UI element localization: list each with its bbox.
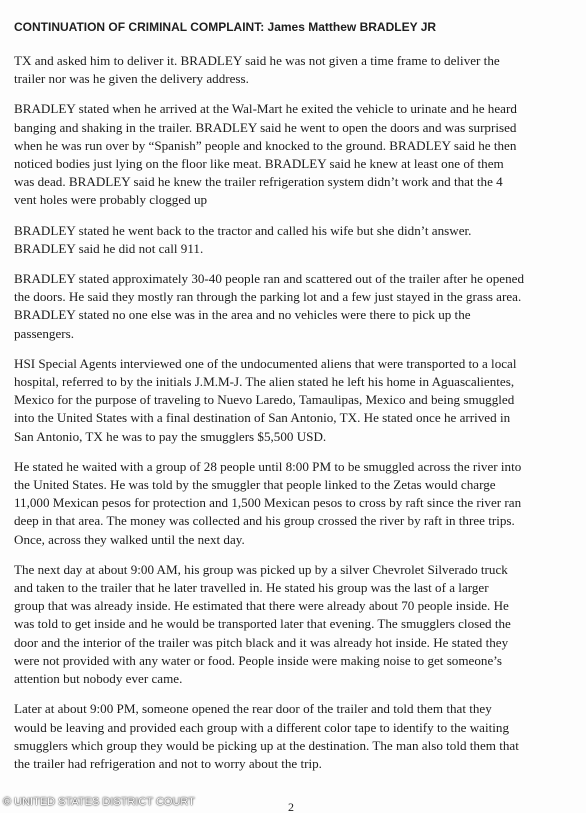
text-line: trailer nor was he given the delivery address.: [14, 71, 249, 87]
text-line: vent holes were probably clogged up: [14, 192, 208, 208]
text-line: was told to get inside and he would be transported later that evening. The smugglers closed the: [14, 616, 511, 632]
text-line: group that was already inside. He estimated that there were already about 70 people inside. He: [14, 598, 509, 614]
text-line: smugglers which group they would be picking up at the destination. The man also told them that: [14, 737, 519, 753]
paragraph: [14, 52, 578, 88]
text-line: BRADLEY stated when he arrived at the Wal-Mart he exited the vehicle to urinate and he heard: [14, 101, 517, 117]
text-line: deep in that area. The money was collected and his group crossed the river by raft in three trips.: [14, 513, 515, 529]
paragraph: [14, 222, 578, 258]
text-line: BRADLEY said he did not call 911.: [14, 240, 204, 256]
text-line: and taken to the trailer that he later travelled in. He stated his group was the last of a larger: [14, 580, 489, 596]
text-line: San Antonio, TX he was to pay the smugglers $5,500 USD.: [14, 428, 327, 444]
text-line: He stated he waited with a group of 28 people until 8:00 PM to be smuggled across the river into: [14, 458, 522, 474]
text-line: Mexico for the purpose of traveling to Nuevo Laredo, Tamaulipas, Mexico and being smuggled: [14, 392, 515, 408]
text-line: The next day at about 9:00 AM, his group was picked up by a silver Chevrolet Silverado truck: [14, 561, 508, 577]
paragraph: [14, 700, 578, 773]
paragraph: [14, 458, 578, 549]
text-line: attention but nobody ever came.: [14, 671, 183, 687]
paragraph: [14, 270, 578, 343]
text-line: were not provided with any water or food. People inside were making noise to get someone’s: [14, 652, 502, 668]
paragraph: [14, 355, 578, 446]
page-number: 2: [288, 800, 294, 814]
text-line: door and the interior of the trailer was pitch black and it was already hot inside. He stated they: [14, 634, 509, 650]
text-line: BRADLEY stated no one else was in the area and no vehicles were there to pick up the: [14, 307, 471, 323]
paragraph: [14, 100, 578, 209]
text-line: was dead. BRADLEY said he knew the trailer refrigeration system didn’t work and that the 4: [14, 174, 503, 190]
copyright-watermark: © UNITED STATES DISTRICT COURT: [3, 796, 195, 808]
text-line: TX and asked him to deliver it. BRADLEY said he was not given a time frame to deliver the: [14, 53, 500, 68]
text-line: BRADLEY stated approximately 30-40 people ran and scattered out of the trailer after he opened: [14, 271, 524, 287]
text-line: the doors. He said they mostly ran through the parking lot and a few just stayed in the grass area.: [14, 289, 522, 305]
text-line: would be leaving and provided each group with a different color tape to identify to the waiting: [14, 719, 509, 735]
text-line: into the United States with a final destination of San Antonio, TX. He stated once he arrived in: [14, 410, 511, 426]
text-line: the United States. He was told by the smuggler that people linked to the Zetas would charge: [14, 477, 496, 493]
text-line: 11,000 Mexican pesos for protection and 1,500 Mexican pesos to cross by raft since the river ran: [14, 495, 522, 511]
text-line: BRADLEY stated he went back to the tractor and called his wife but she didn’t answer.: [14, 222, 472, 238]
text-line: passengers.: [14, 325, 74, 341]
document-header: CONTINUATION OF CRIMINAL COMPLAINT: James Matthew BRADLEY JR: [14, 20, 437, 34]
text-line: the trailer had refrigeration and not to worry about the trip.: [14, 755, 322, 771]
text-line: Later at about 9:00 PM, someone opened the rear door of the trailer and told them that they: [14, 701, 492, 717]
text-line: banging and shaking in the trailer. BRADLEY said he went to open the doors and was surprised: [14, 119, 517, 135]
text-line: HSI Special Agents interviewed one of the undocumented aliens that were transported to a local: [14, 355, 517, 371]
text-line: when he was run over by “Spanish” people and knocked to the ground. BRADLEY said he then: [14, 137, 517, 153]
text-line: noticed bodies just lying on the floor like meat. BRADLEY said he knew at least one of them: [14, 156, 504, 172]
text-line: Once, across they walked until the next day.: [14, 531, 245, 547]
text-line: hospital, referred to by the initials J.M.M-J. The alien stated he left his home in Aguascalientes,: [14, 374, 515, 390]
paragraph: [14, 561, 578, 688]
document-body: [14, 52, 578, 785]
